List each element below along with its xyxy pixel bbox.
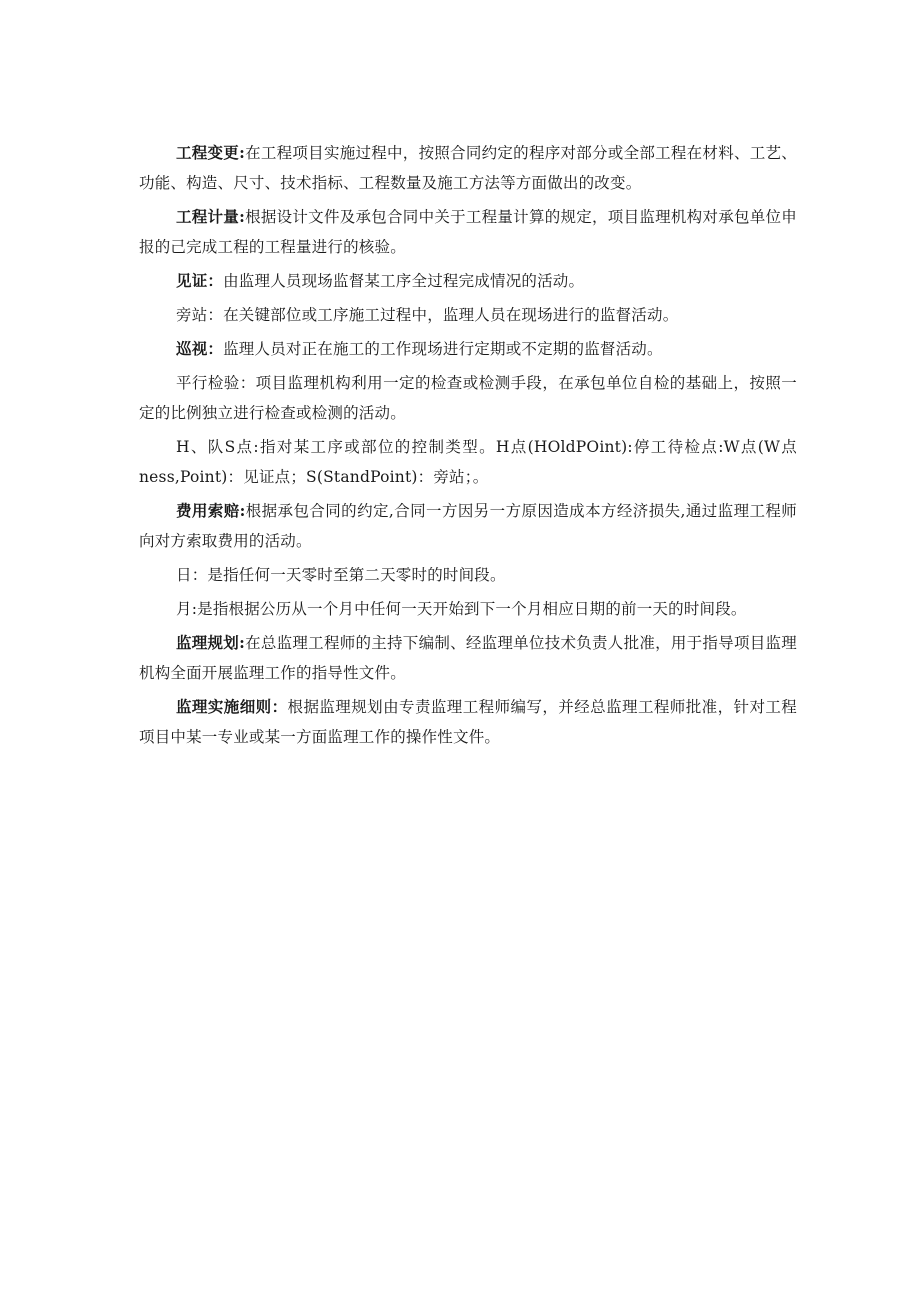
definition-paragraph bbox=[139, 368, 797, 428]
definition-text: 项目监理机构利用一定的检查或检测手段，在承包单位自检的基础上，按照一定的比例独立进行检查或检测的活动。 bbox=[139, 374, 797, 422]
term-label: 见证： bbox=[176, 271, 224, 290]
term-label: 监理规划: bbox=[176, 633, 246, 652]
definition-text: 指对某工序或部位的控制类型。H点(HOldPOint):停工待检点:W点(W点ness,Point)：见证点；S(StandPoint)：旁站；。 bbox=[139, 438, 797, 486]
definition-text: 由监理人员现场监督某工序全过程完成情况的活动。 bbox=[223, 272, 585, 290]
term-label: 费用索赔: bbox=[176, 501, 246, 520]
definition-text: 根据设计文件及承包合同中关于工程量计算的规定，项目监理机构对承包单位申报的己完成工程的工程量进行的核验。 bbox=[139, 208, 797, 256]
definition-paragraph bbox=[139, 432, 797, 492]
term-label: 日： bbox=[176, 566, 208, 584]
definition-paragraph bbox=[139, 560, 797, 590]
term-label: 平行检验： bbox=[176, 374, 256, 392]
definition-paragraph bbox=[139, 138, 797, 198]
definition-paragraph bbox=[139, 202, 797, 262]
definition-text: 是指根据公历从一个月中任何一天开始到下一个月相应日期的前一天的时间段。 bbox=[197, 600, 747, 618]
term-label: 工程计量: bbox=[176, 207, 246, 226]
definition-paragraph bbox=[139, 594, 797, 624]
definition-paragraph bbox=[139, 628, 797, 688]
definition-text: 在工程项目实施过程中，按照合同约定的程序对部分或全部工程在材料、工艺、功能、构造、尺寸、技术指标、工程数量及施工方法等方面做出的改变。 bbox=[139, 144, 797, 192]
term-label: 监理实施细则： bbox=[176, 697, 288, 716]
term-label: 月: bbox=[176, 600, 198, 618]
definition-paragraph bbox=[139, 692, 797, 752]
term-label: 工程变更: bbox=[176, 143, 246, 162]
term-label: 巡视： bbox=[176, 339, 224, 358]
definition-text: 根据监理规划由专责监理工程师编写，并经总监理工程师批准，针对工程项目中某一专业或某一方面监理工作的操作性文件。 bbox=[139, 698, 798, 746]
definition-paragraph bbox=[139, 300, 797, 330]
definition-text: 监理人员对正在施工的工作现场进行定期或不定期的监督活动。 bbox=[223, 340, 663, 358]
document-body bbox=[139, 138, 797, 756]
definition-paragraph bbox=[139, 266, 797, 296]
definition-text: 在总监理工程师的主持下编制、经监理单位技术负责人批准，用于指导项目监理机构全面开展监理工作的指导性文件。 bbox=[139, 634, 797, 682]
definition-paragraph bbox=[139, 334, 797, 364]
definition-text: 在关键部位或工序施工过程中，监理人员在现场进行的监督活动。 bbox=[223, 306, 679, 324]
definition-text: 是指任何一天零时至第二天零时的时间段。 bbox=[207, 566, 506, 584]
definition-text: 根据承包合同的约定,合同一方因另一方原因造成本方经济损失,通过监理工程师向对方索取费用的活动。 bbox=[139, 502, 797, 550]
term-label: 旁站： bbox=[176, 306, 224, 324]
definition-paragraph bbox=[139, 496, 797, 556]
term-label: H、队S点: bbox=[176, 438, 259, 456]
